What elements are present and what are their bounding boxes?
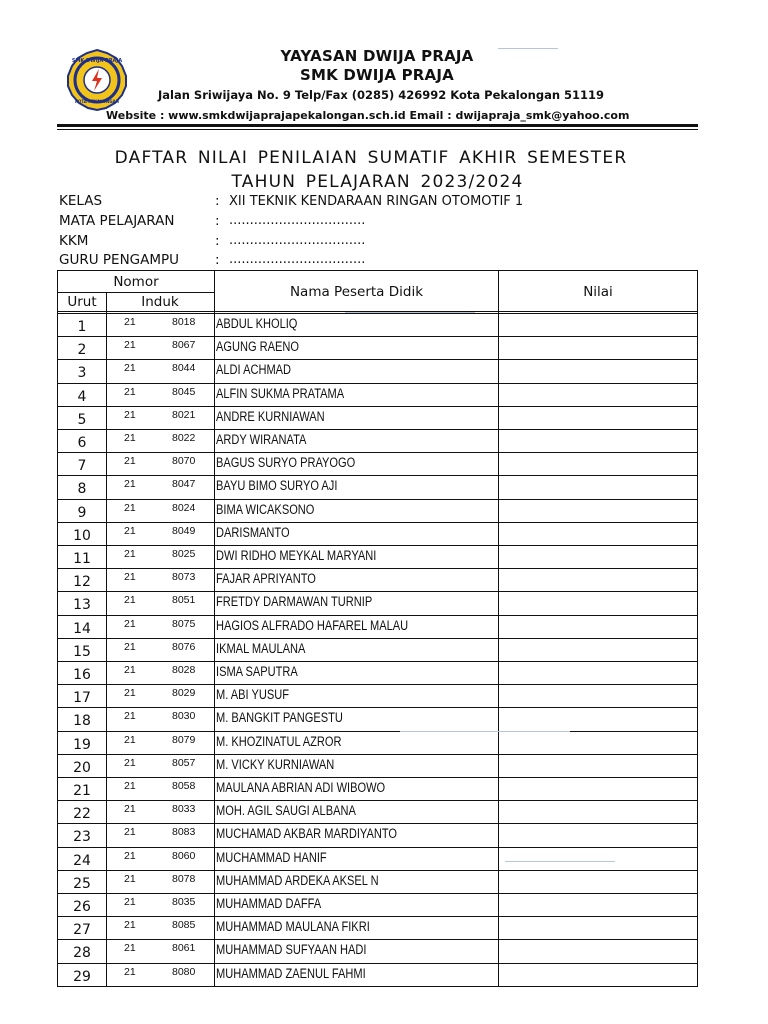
table-row — [58, 964, 697, 987]
column-header-nomor: Nomor — [113, 274, 159, 290]
row-induk: 8044 — [172, 362, 196, 375]
row-number: 11 — [73, 551, 91, 567]
table-row — [58, 824, 697, 847]
row-number: 23 — [73, 829, 91, 846]
row-student-name: M. ABI YUSUF — [216, 687, 290, 703]
row-induk: 8028 — [172, 664, 196, 676]
row-angkatan: 21 — [124, 896, 136, 908]
table-row — [58, 523, 697, 546]
row-number: 14 — [73, 620, 91, 637]
row-angkatan: 21 — [124, 664, 136, 676]
row-induk: 8067 — [172, 339, 196, 352]
row-induk: 8078 — [172, 872, 196, 885]
table-row — [58, 616, 697, 639]
school-contact: Website : www.smkdwijaprajapekalongan.sch.id Email : dwijapraja_smk@yahoo.com — [106, 109, 630, 122]
row-number: 6 — [77, 435, 87, 451]
row-student-name: ARDY WIRANATA — [216, 432, 307, 447]
row-number: 25 — [73, 875, 91, 892]
meta-value-kelas: XII TEKNIK KENDARAAN RINGAN OTOMOTIF 1 — [229, 194, 524, 209]
table-row — [58, 848, 697, 871]
row-induk: 8058 — [172, 780, 196, 792]
meta-value-guru-pengampu: ................................. — [229, 252, 366, 267]
row-induk: 8049 — [172, 524, 196, 537]
row-induk: 8085 — [172, 919, 196, 932]
row-induk: 8076 — [172, 640, 196, 653]
row-student-name: BIMA WICAKSONO — [216, 501, 315, 517]
table-row — [58, 546, 697, 569]
row-angkatan: 21 — [124, 408, 136, 421]
meta-colon: : — [215, 233, 220, 249]
row-induk: 8029 — [172, 687, 196, 700]
row-induk: 8025 — [172, 548, 196, 560]
document-title: DAFTAR NILAI PENILAIAN SUMATIF AKHIR SEMESTER — [114, 148, 628, 168]
row-induk: 8047 — [172, 478, 196, 491]
row-student-name: ABDUL KHOLIQ — [216, 316, 298, 331]
row-number: 27 — [73, 922, 91, 939]
header-rule-thick — [57, 124, 698, 127]
row-induk: 8022 — [172, 432, 196, 444]
column-header-nilai: Nilai — [583, 284, 613, 300]
grade-table — [57, 270, 698, 987]
row-number: 7 — [77, 458, 87, 475]
row-student-name: MAULANA ABRIAN ADI WIBOWO — [216, 780, 386, 795]
row-induk: 8061 — [172, 942, 196, 955]
row-angkatan: 21 — [124, 617, 136, 630]
row-induk: 8035 — [172, 896, 196, 908]
row-student-name: BAGUS SURYO PRAYOGO — [216, 455, 356, 471]
meta-colon: : — [215, 252, 220, 268]
row-student-name: HAGIOS ALFRADO HAFAREL MALAU — [216, 617, 409, 633]
row-induk: 8070 — [172, 455, 196, 468]
row-angkatan: 21 — [124, 385, 136, 398]
row-induk: 8075 — [172, 617, 196, 630]
table-row — [58, 337, 697, 360]
row-number: 1 — [77, 319, 87, 335]
row-number: 24 — [73, 852, 91, 869]
row-student-name: ANDRE KURNIAWAN — [216, 408, 325, 424]
header-divider — [58, 292, 214, 293]
row-student-name: MOH. AGIL SAUGI ALBANA — [216, 803, 356, 819]
row-induk: 8051 — [172, 594, 196, 607]
row-student-name: M. KHOZINATUL AZROR — [216, 733, 342, 749]
meta-colon: : — [215, 193, 220, 209]
row-induk: 8033 — [172, 803, 196, 816]
meta-label-mata-pelajaran: MATA PELAJARAN — [59, 213, 175, 229]
row-induk: 8060 — [172, 849, 196, 862]
column-header-urut: Urut — [67, 294, 97, 310]
row-number: 4 — [77, 388, 87, 405]
row-induk: 8018 — [172, 316, 196, 328]
row-induk: 8073 — [172, 571, 196, 584]
row-angkatan: 21 — [124, 710, 136, 723]
row-angkatan: 21 — [124, 803, 136, 816]
meta-colon: : — [215, 213, 220, 229]
row-student-name: MUCHAMMAD HANIF — [216, 849, 327, 865]
row-induk: 8083 — [172, 826, 196, 839]
row-induk: 8030 — [172, 710, 196, 723]
row-student-name: M. BANGKIT PANGESTU — [216, 710, 343, 726]
row-student-name: ALFIN SUKMA PRATAMA — [216, 385, 345, 401]
row-student-name: FAJAR APRIYANTO — [216, 571, 316, 587]
table-row — [58, 453, 697, 476]
row-angkatan: 21 — [124, 362, 136, 375]
table-row — [58, 778, 697, 801]
meta-label-guru-pengampu: GURU PENGAMPU — [59, 252, 180, 268]
table-row — [58, 801, 697, 824]
row-induk: 8021 — [172, 408, 196, 421]
logo-text-top: SMK DWIJA PRAJA — [71, 58, 123, 64]
row-student-name: MUCHAMAD AKBAR MARDIYANTO — [216, 826, 398, 842]
row-student-name: DWI RIDHO MEYKAL MARYANI — [216, 548, 377, 563]
meta-label-kkm: KKM — [59, 233, 89, 249]
school-name: SMK DWIJA PRAJA — [300, 66, 454, 84]
logo-text-bottom: KOTA PEKALONGAN — [75, 99, 119, 104]
row-angkatan: 21 — [124, 339, 136, 352]
row-number: 18 — [73, 713, 91, 730]
row-student-name: AGUNG RAENO — [216, 339, 300, 355]
row-student-name: ISMA SAPUTRA — [216, 664, 298, 679]
meta-value-kkm: ................................. — [229, 233, 366, 248]
scan-artifact — [345, 312, 475, 313]
row-student-name: ALDI ACHMAD — [216, 362, 292, 378]
table-row — [58, 500, 697, 523]
row-angkatan: 21 — [124, 849, 136, 862]
meta-label-kelas: KELAS — [59, 193, 103, 209]
row-angkatan: 21 — [124, 780, 136, 792]
table-row — [58, 592, 697, 615]
row-student-name: MUHAMMAD MAULANA FIKRI — [216, 919, 370, 935]
row-number: 21 — [73, 783, 91, 799]
row-angkatan: 21 — [124, 872, 136, 885]
row-number: 26 — [73, 899, 91, 915]
row-student-name: MUHAMMAD ZAENUL FAHMI — [216, 965, 366, 981]
table-row — [58, 871, 697, 894]
row-angkatan: 21 — [124, 640, 136, 653]
row-student-name: DARISMANTO — [216, 524, 290, 540]
table-row — [58, 360, 697, 383]
row-number: 9 — [77, 504, 87, 521]
table-row — [58, 430, 697, 453]
row-induk: 8045 — [172, 385, 196, 398]
row-student-name: MUHAMMAD DAFFA — [216, 896, 322, 911]
row-number: 8 — [77, 481, 87, 498]
row-angkatan: 21 — [124, 478, 136, 491]
table-row — [58, 384, 697, 407]
row-number: 19 — [73, 736, 91, 753]
row-student-name: IKMAL MAULANA — [216, 640, 306, 656]
table-row — [58, 639, 697, 662]
row-student-name: MUHAMMAD SUFYAAN HADI — [216, 942, 367, 958]
document-subtitle: TAHUN PELAJARAN 2023/2024 — [231, 172, 524, 192]
table-row — [58, 755, 697, 778]
row-angkatan: 21 — [124, 455, 136, 468]
table-row — [58, 940, 697, 963]
row-angkatan: 21 — [124, 942, 136, 955]
header-rule-thin — [57, 129, 698, 130]
row-angkatan: 21 — [124, 733, 136, 746]
table-row — [58, 662, 697, 685]
row-angkatan: 21 — [124, 548, 136, 560]
row-number: 2 — [77, 342, 87, 359]
row-induk: 8079 — [172, 733, 196, 746]
table-row — [58, 476, 697, 499]
row-induk: 8024 — [172, 501, 196, 514]
row-student-name: M. VICKY KURNIAWAN — [216, 756, 335, 772]
row-angkatan: 21 — [124, 756, 136, 769]
column-header-nama: Nama Peserta Didik — [289, 284, 424, 300]
table-row — [58, 732, 697, 755]
row-number: 3 — [77, 365, 87, 382]
row-number: 29 — [73, 968, 91, 985]
scan-artifact — [498, 48, 558, 49]
table-row — [58, 407, 697, 430]
table-row — [58, 569, 697, 592]
row-angkatan: 21 — [124, 594, 136, 607]
meta-value-mata-pelajaran: ................................. — [229, 213, 366, 228]
row-student-name: MUHAMMAD ARDEKA AKSEL N — [216, 872, 379, 888]
scan-artifact — [505, 861, 615, 862]
row-number: 22 — [73, 806, 91, 823]
row-angkatan: 21 — [124, 571, 136, 584]
row-number: 10 — [73, 527, 91, 544]
organization-name: YAYASAN DWIJA PRAJA — [280, 47, 474, 65]
row-number: 15 — [73, 643, 91, 660]
row-angkatan: 21 — [124, 524, 136, 537]
row-number: 5 — [77, 411, 87, 428]
row-induk: 8080 — [172, 965, 196, 978]
table-row — [58, 685, 697, 708]
row-student-name: BAYU BIMO SURYO AJI — [216, 478, 338, 494]
row-angkatan: 21 — [124, 501, 136, 514]
row-number: 17 — [73, 690, 91, 707]
row-induk: 8057 — [172, 756, 196, 769]
table-row — [58, 708, 697, 731]
table-row — [58, 894, 697, 917]
row-number: 13 — [73, 597, 91, 614]
row-angkatan: 21 — [124, 965, 136, 978]
scan-artifact — [400, 731, 570, 732]
row-angkatan: 21 — [124, 432, 136, 444]
table-row — [58, 917, 697, 940]
school-address: Jalan Sriwijaya No. 9 Telp/Fax (0285) 426992 Kota Pekalongan 51119 — [158, 88, 605, 102]
row-number: 28 — [73, 945, 91, 962]
table-row — [58, 314, 697, 337]
column-header-induk: Induk — [141, 294, 179, 310]
row-angkatan: 21 — [124, 919, 136, 932]
row-angkatan: 21 — [124, 826, 136, 839]
row-angkatan: 21 — [124, 687, 136, 700]
row-angkatan: 21 — [124, 316, 136, 328]
row-student-name: FRETDY DARMAWAN TURNIP — [216, 594, 373, 610]
row-number: 20 — [73, 759, 91, 776]
row-number: 12 — [73, 574, 91, 591]
row-number: 16 — [73, 667, 91, 683]
